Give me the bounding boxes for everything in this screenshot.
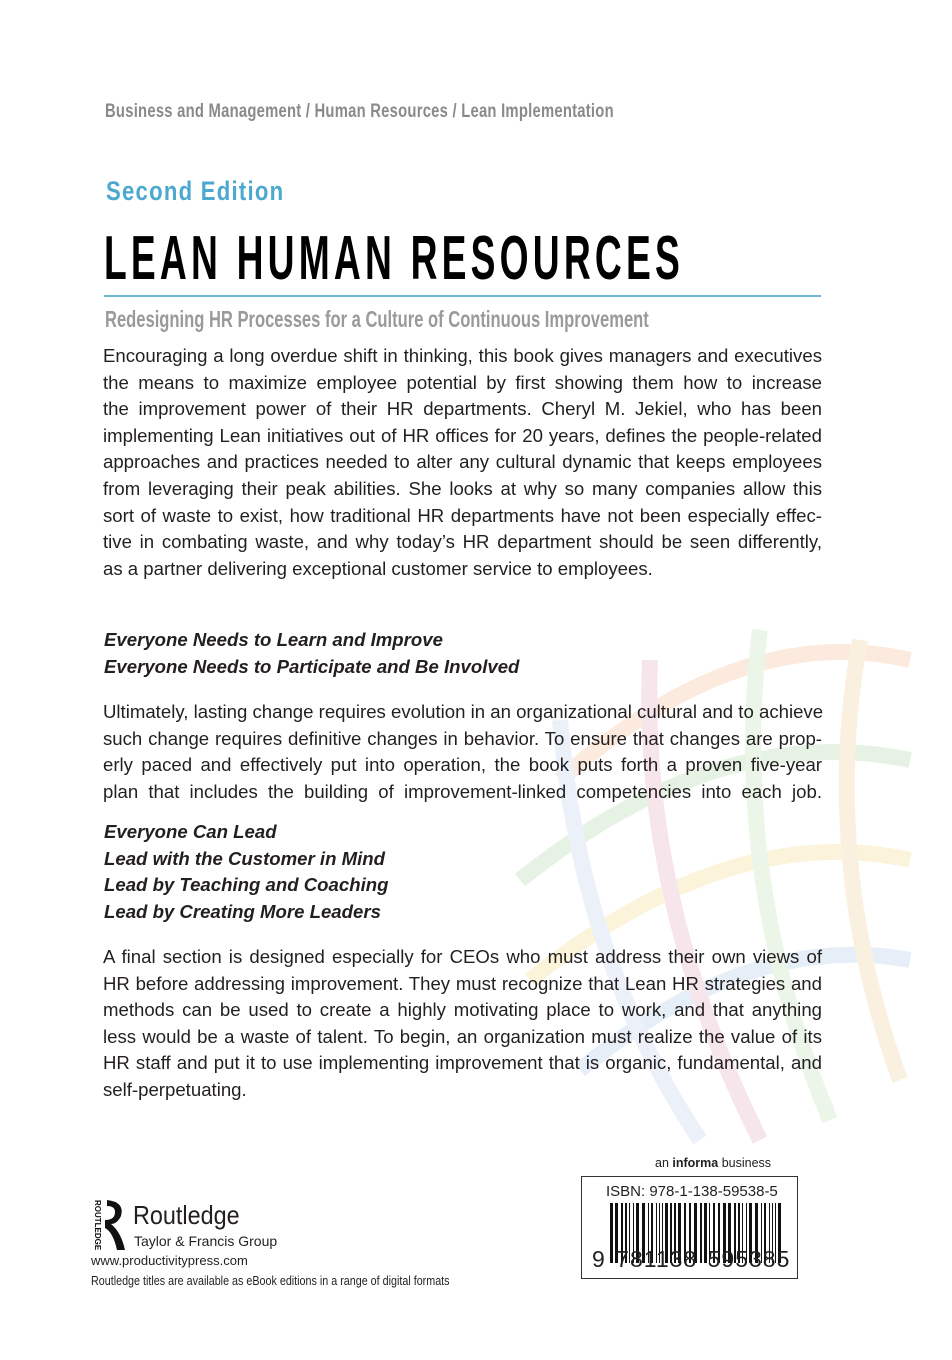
edition-label: Second Edition (106, 176, 285, 206)
ebook-note: Routledge titles are available as eBook editions in a range of digital formats (91, 1274, 450, 1288)
text-line: the means to maximize employee potential by first showing them how to increase (103, 371, 822, 393)
principle-item: Lead by Teaching and Coaching (104, 874, 389, 896)
description-paragraph-3 (103, 944, 822, 1104)
text-line: implementing Lean initiatives out of HR offices for 20 years, defines the people-related (103, 424, 822, 446)
title-divider (104, 295, 821, 297)
text-line: tive in combating waste, and why today’s HR department should be seen differently, (103, 531, 822, 553)
principle-item: Lead by Creating More Leaders (104, 900, 381, 922)
text-line: Encouraging a long overdue shift in thinking, this book gives managers and executives (103, 345, 822, 366)
text-line: self-perpetuating. (103, 1078, 247, 1100)
text-line: plan that includes the building of improvement-linked competencies into each job. (103, 780, 822, 802)
barcode-digits: 9 781138 595385 (592, 1246, 791, 1272)
principle-item: Everyone Can Lead (104, 821, 277, 842)
logo-vertical-text: ROUTLEDGE (93, 1200, 102, 1250)
isbn-label: ISBN: 978-1-138-59538-5 (606, 1183, 778, 1200)
principles-list-2 (104, 819, 388, 925)
text-line: such change requires definitive changes in behavior. To ensure that changes are prop- (103, 727, 822, 749)
principle-item: Everyone Needs to Participate and Be Involved (104, 655, 520, 677)
text-line: approaches and practices needed to alter any cultural dynamic that keeps employees (103, 451, 822, 473)
text-line: the improvement power of their HR departments. Cheryl M. Jekiel, who has been (103, 398, 822, 420)
text-line: A final section is designed especially for CEOs who must address their own views of (103, 946, 822, 967)
principle-item: Lead with the Customer in Mind (104, 847, 385, 869)
informa-suffix: business (718, 1156, 772, 1170)
text-line: HR before addressing improvement. They must recognize that Lean HR strategies and (103, 972, 822, 994)
text-line: erly paced and effectively put into operation, the book puts forth a proven five-year (103, 754, 822, 776)
publisher-name: Routledge (133, 1200, 240, 1230)
principles-list-1 (104, 627, 519, 680)
text-line: sort of waste to exist, how traditional HR departments have not been especially effec- (103, 504, 822, 526)
text-line: HR staff and put it to use implementing improvement that is organic, fundamental, and (103, 1052, 822, 1074)
principle-item: Everyone Needs to Learn and Improve (104, 629, 443, 650)
category-breadcrumb: Business and Management / Human Resources / Lean Implementation (105, 101, 614, 122)
book-subtitle: Redesigning HR Processes for a Culture of Continuous Improvement (105, 306, 649, 332)
description-paragraph-1 (103, 343, 822, 582)
publisher-url[interactable]: www.productivitypress.com (91, 1253, 248, 1268)
text-line: Ultimately, lasting change requires evolution in an organizational cultural and to achieve (103, 701, 824, 722)
book-title: LEAN HUMAN RESOURCES (104, 224, 685, 293)
informa-name: informa (672, 1156, 719, 1170)
text-line: methods can be used to create a highly motivating place to work, and that anything (103, 999, 822, 1021)
description-paragraph-2 (103, 699, 822, 805)
text-line: from leveraging their peak abilities. She looks at why so many companies allow this (103, 477, 822, 499)
publisher-group: Taylor & Francis Group (134, 1233, 278, 1249)
informa-business-label (655, 1156, 771, 1170)
routledge-logo-icon (91, 1198, 131, 1250)
informa-prefix: an (655, 1156, 673, 1170)
text-line: less would be a waste of talent. To begin, an organization must realize the value of its (103, 1025, 822, 1047)
text-line: as a partner delivering exceptional customer service to employees. (103, 557, 653, 579)
